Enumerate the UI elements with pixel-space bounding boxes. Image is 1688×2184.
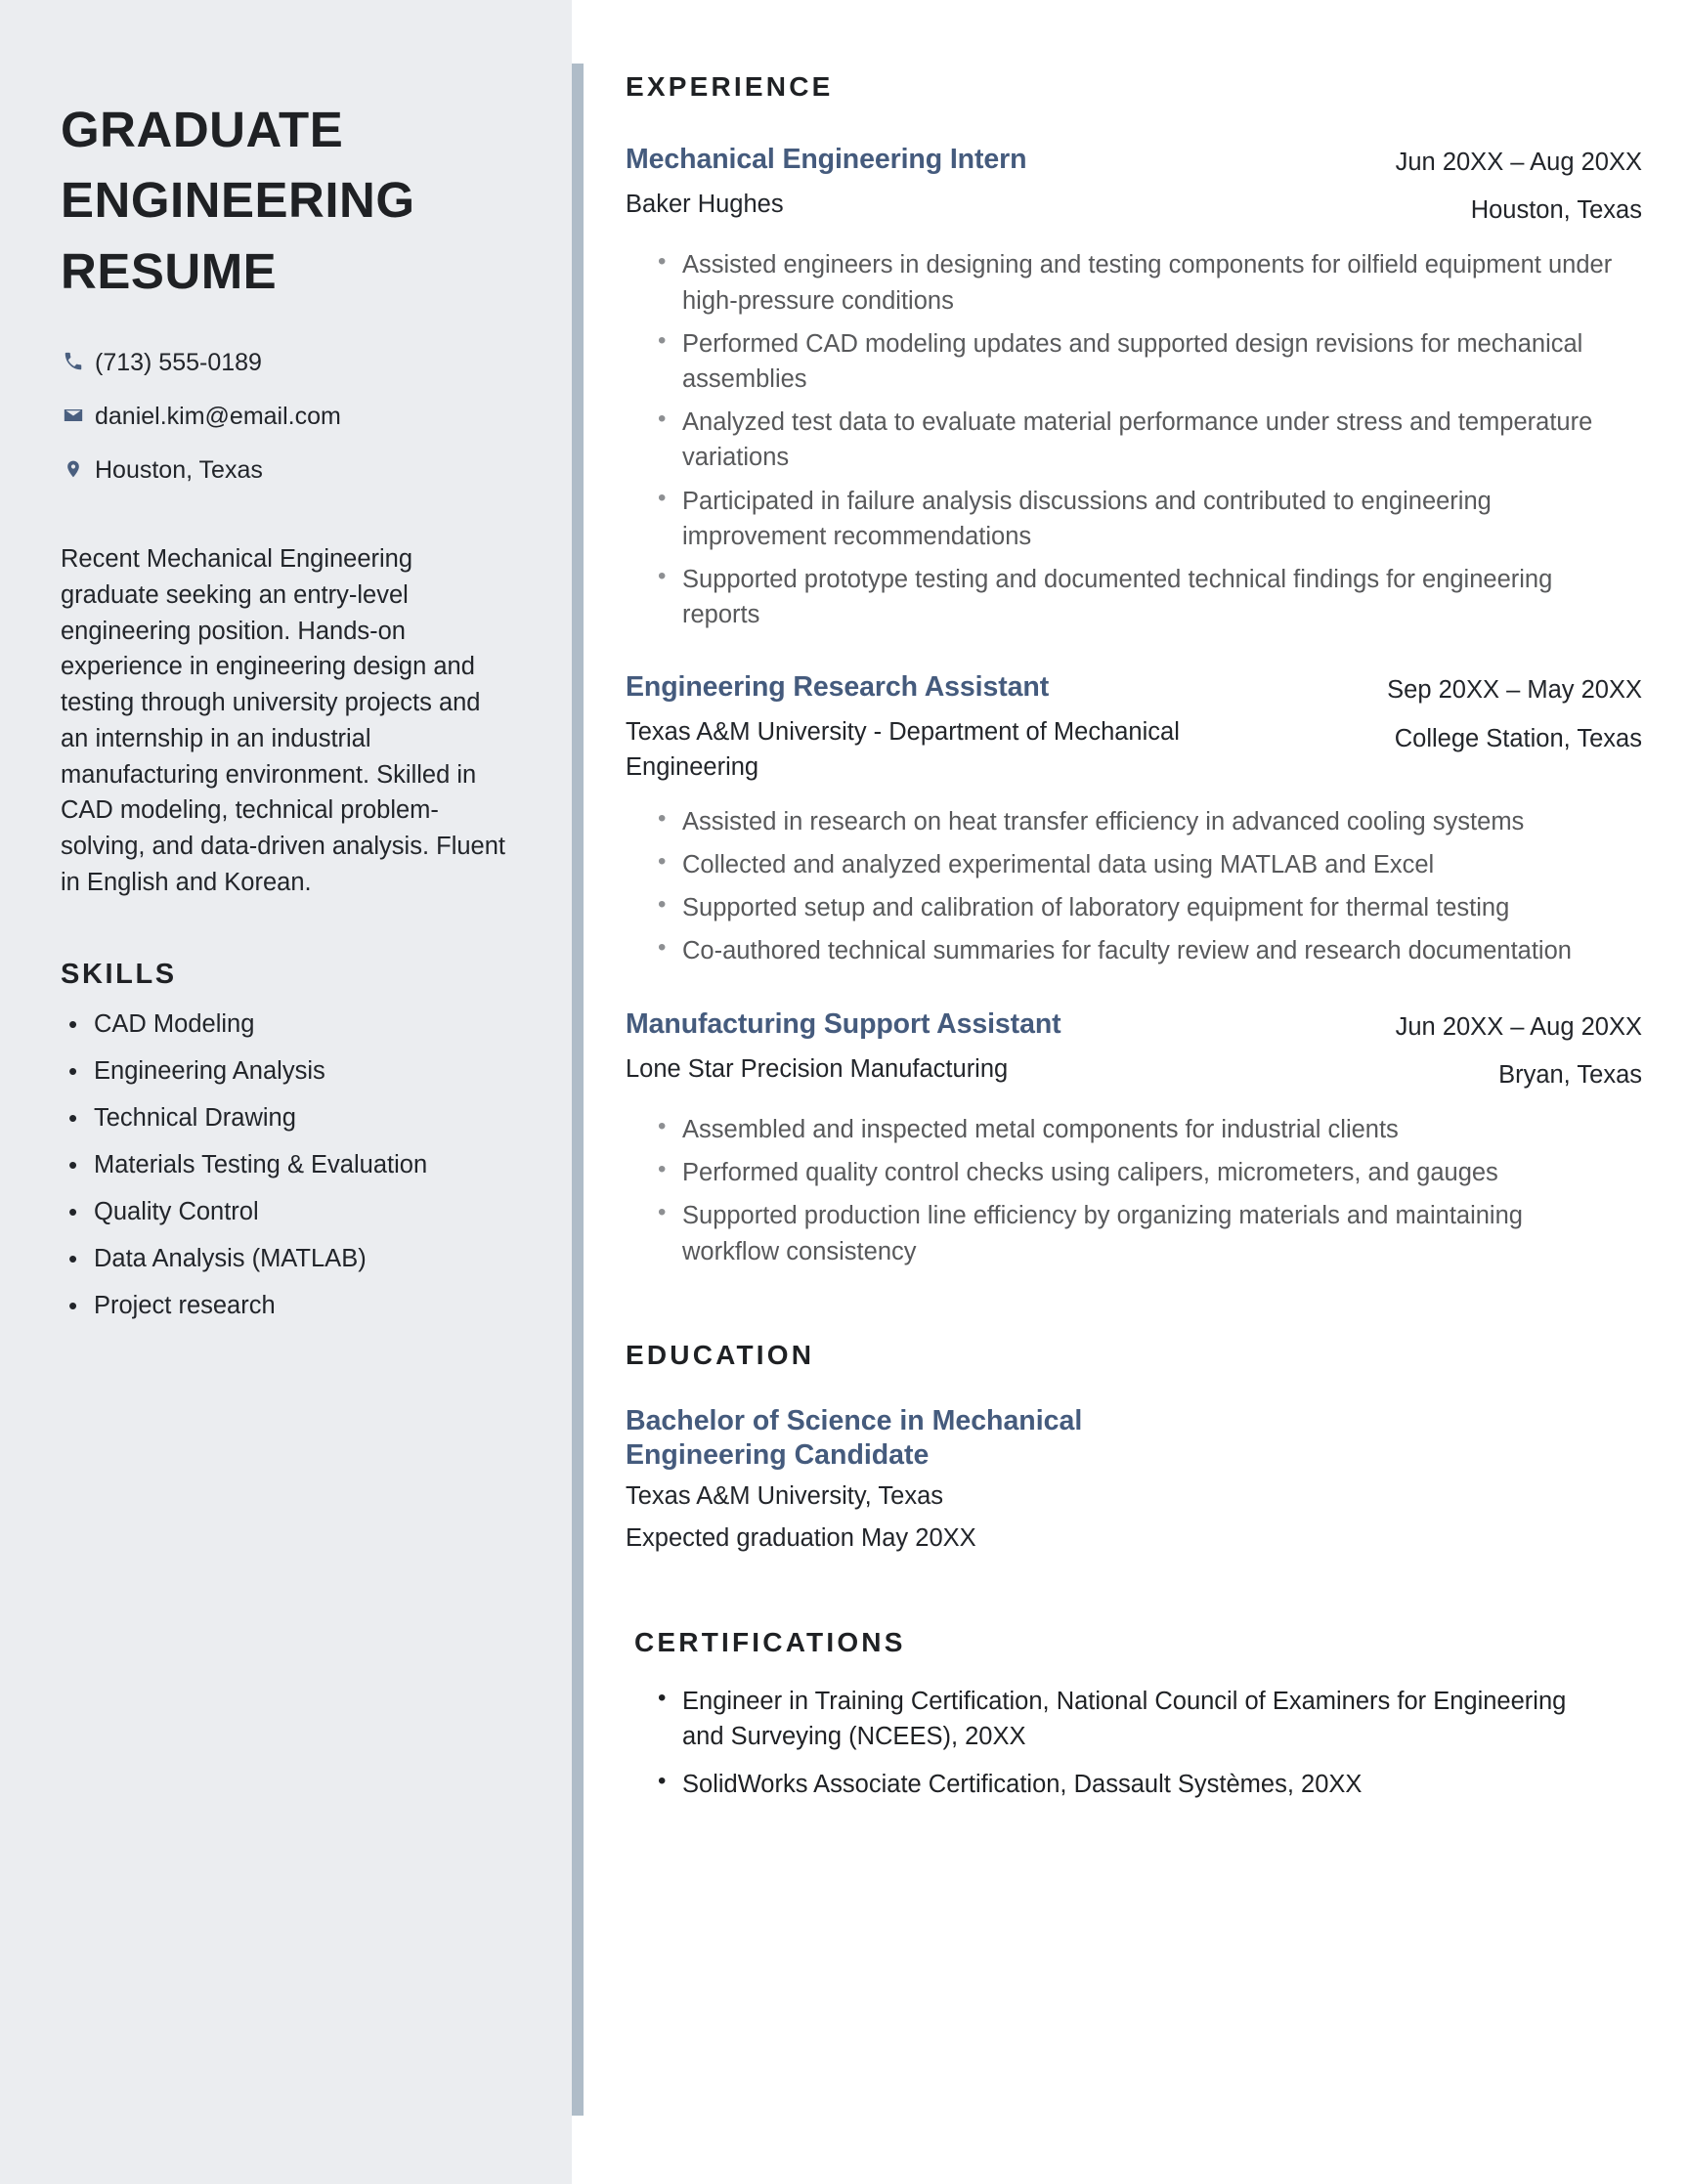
column-divider — [572, 64, 584, 2116]
list-item: • Quality Control — [94, 1196, 513, 1229]
list-item: • Performed quality control checks using calipers, micrometers, and gauges — [682, 1155, 1642, 1190]
education-graduation: Expected graduation May 20XX — [626, 1523, 976, 1552]
skills-heading: SKILLS — [61, 959, 177, 991]
job-location: Houston, Texas — [1470, 196, 1642, 225]
experience-entry-right — [1320, 1006, 1642, 1092]
experience-entry-header — [626, 142, 1642, 228]
experience-entry — [626, 1006, 1642, 1269]
list-item: • Engineering Analysis — [94, 1055, 513, 1089]
job-bullets — [626, 247, 1642, 632]
job-company: Lone Star Precision Manufacturing — [626, 1054, 1009, 1083]
experience-entry-left — [626, 669, 1251, 784]
list-item: • Co-authored technical summaries for faculty review and research documentation — [682, 933, 1642, 968]
experience-entry — [626, 669, 1642, 968]
education-school: Texas A&M University, Texas — [626, 1482, 944, 1511]
main-column — [626, 0, 1642, 1814]
list-item: • Technical Drawing — [94, 1102, 513, 1135]
sidebar — [0, 0, 572, 2184]
list-item: • Collected and analyzed experimental data using MATLAB and Excel — [682, 847, 1642, 882]
list-item: • Supported setup and calibration of laboratory equipment for thermal testing — [682, 890, 1642, 925]
list-item: • CAD Modeling — [94, 1008, 513, 1042]
education-entry — [626, 1404, 1642, 1555]
list-item: • Assisted in research on heat transfer efficiency in advanced cooling systems — [682, 804, 1642, 839]
contact-location-value: Houston, Texas — [95, 456, 263, 485]
contact-phone-value: (713) 555-0189 — [95, 349, 262, 377]
experience-entry-right — [1320, 142, 1642, 228]
list-item: • Engineer in Training Certification, National Council of Examiners for Engineering and Surveying (NCEES), 20XX — [682, 1684, 1642, 1754]
list-item: • Assisted engineers in designing and testing components for oilfield equipment under high-pressure conditions — [682, 247, 1642, 318]
job-bullets — [626, 804, 1642, 969]
list-item: • Supported production line efficiency by organizing materials and maintaining workflow consistency — [682, 1198, 1642, 1268]
list-item: • Analyzed test data to evaluate material performance under stress and temperature variations — [682, 405, 1642, 475]
professional-summary: Recent Mechanical Engineering graduate seeking an entry-level engineering position. Hands-on experience in engineering design and testing through university projects and an internship in an industrial manufacturing environment. Skilled in CAD modeling, technical problem-solving, and data-driven analysis. Fluent in English and Korean. — [61, 545, 506, 896]
job-dates: Sep 20XX – May 20XX — [1387, 676, 1642, 705]
experience-entry-left — [626, 142, 1251, 222]
certifications-heading: CERTIFICATIONS — [634, 1627, 906, 1658]
contact-list — [61, 348, 513, 485]
experience-entry-header — [626, 669, 1642, 784]
certifications-list — [626, 1684, 1642, 1802]
contact-item-email — [61, 402, 513, 431]
map-pin-icon — [61, 455, 86, 480]
list-item: • Assembled and inspected metal components for industrial clients — [682, 1112, 1642, 1147]
job-location: College Station, Texas — [1394, 724, 1642, 752]
list-item: • Performed CAD modeling updates and supported design revisions for mechanical assemblies — [682, 326, 1642, 397]
phone-icon — [61, 348, 86, 372]
job-dates: Jun 20XX – Aug 20XX — [1395, 1012, 1642, 1041]
page-title: GRADUATE ENGINEERING RESUME — [61, 102, 415, 299]
experience-entry-right — [1320, 669, 1642, 755]
job-title: Manufacturing Support Assistant — [626, 1007, 1061, 1040]
skills-list — [61, 1008, 513, 1322]
experience-heading: EXPERIENCE — [626, 71, 834, 102]
job-dates: Jun 20XX – Aug 20XX — [1395, 149, 1642, 176]
job-title: Engineering Research Assistant — [626, 671, 1050, 704]
contact-item-phone — [61, 348, 513, 377]
list-item: • Materials Testing & Evaluation — [94, 1149, 513, 1182]
education-heading: EDUCATION — [626, 1339, 815, 1370]
envelope-icon — [61, 402, 86, 426]
experience-entry-header — [626, 1006, 1642, 1092]
job-bullets — [626, 1112, 1642, 1269]
contact-item-location — [61, 455, 513, 485]
job-location: Bryan, Texas — [1498, 1060, 1642, 1089]
list-item: • Data Analysis (MATLAB) — [94, 1243, 513, 1276]
experience-entry-left — [626, 1006, 1251, 1087]
job-company: Baker Hughes — [626, 191, 784, 219]
job-title: Mechanical Engineering Intern — [626, 144, 1027, 175]
experience-entry — [626, 142, 1642, 632]
list-item: • Supported prototype testing and documented technical findings for engineering reports — [682, 562, 1642, 632]
list-item: • Participated in failure analysis discussions and contributed to engineering improvement recommendations — [682, 484, 1642, 554]
job-company: Texas A&M University - Department of Mechanical Engineering — [626, 718, 1180, 781]
list-item: • Project research — [94, 1290, 513, 1323]
list-item: • SolidWorks Associate Certification, Dassault Systèmes, 20XX — [682, 1767, 1642, 1802]
contact-email-value: daniel.kim@email.com — [95, 403, 341, 431]
education-degree: Bachelor of Science in Mechanical Engineering Candidate — [626, 1404, 1083, 1471]
